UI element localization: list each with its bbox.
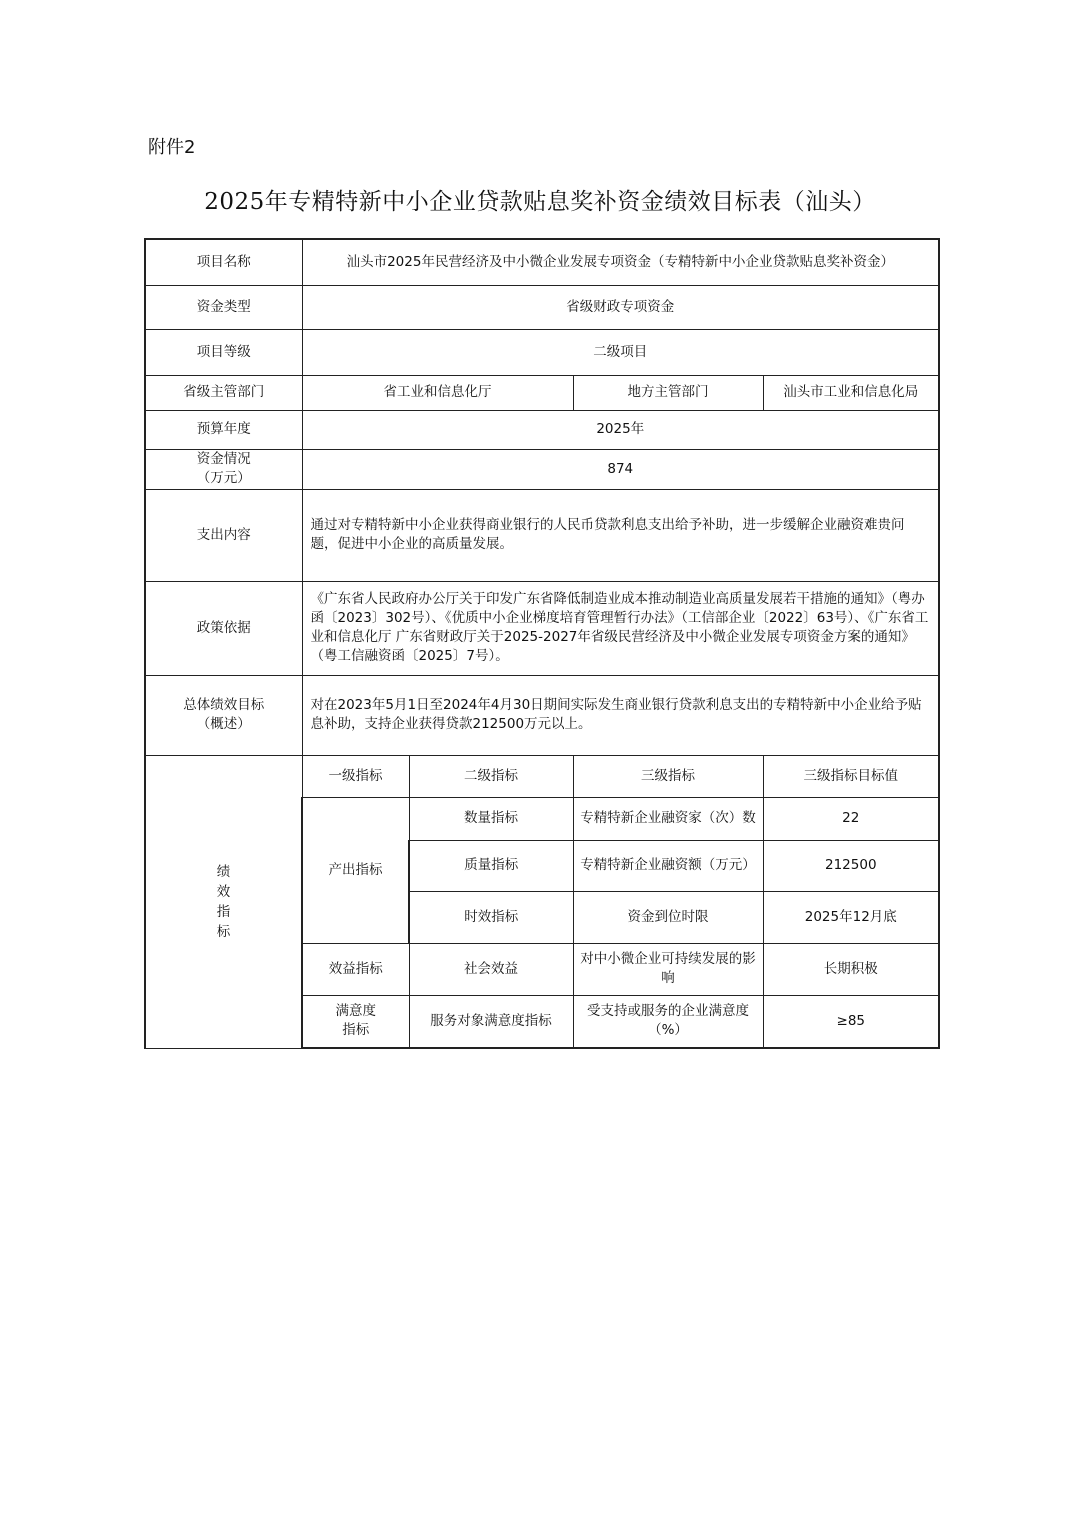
fund-amount-label [145, 449, 302, 489]
satisfaction-label-line1: 满意度 [335, 1003, 376, 1020]
indicator-target: 212500 [763, 840, 939, 891]
project-name-label: 项目名称 [145, 239, 302, 285]
policy-basis-value: 《广东省人民政府办公厅关于印发广东省降低制造业成本推动制造业高质量发展若干措施的通知》（粤办函〔2023〕302号）、《优质中小企业梯度培育管理暂行办法》（工信部企业〔2022〕63号）、《广东省工业和信息化厅 广东省财政厅关于2025-2027年省级民营经济及中小微企业发展专项资金方案的通知》（粤工信融资函〔2025〕7号）。 [302, 581, 939, 675]
provincial-dept-value: 省工业和信息化厅 [302, 375, 573, 410]
section-char: 绩 [216, 863, 231, 880]
indicator-target: ≥85 [763, 995, 939, 1048]
fund-amount-label-line1: 资金情况 [196, 451, 251, 467]
indicator-level2: 服务对象满意度指标 [409, 995, 573, 1048]
overall-goal-label-line1: 总体绩效目标 [183, 697, 265, 713]
local-dept-value: 汕头市工业和信息化局 [763, 375, 939, 410]
output-indicator-label: 产出指标 [302, 797, 409, 943]
satisfaction-indicator-label [302, 995, 409, 1048]
row-project-level [145, 329, 939, 375]
expenditure-value: 通过对专精特新中小企业获得商业银行的人民币贷款利息支出给予补助，进一步缓解企业融资难贵问题，促进中小企业的高质量发展。 [302, 489, 939, 581]
fund-type-value: 省级财政专项资金 [302, 285, 939, 329]
indicator-level2: 时效指标 [409, 891, 573, 943]
project-name-value: 汕头市2025年民营经济及中小微企业发展专项资金（专精特新中小企业贷款贴息奖补资金） [302, 239, 939, 285]
section-char: 效 [216, 883, 231, 900]
indicators-section-label [145, 755, 302, 1048]
indicator-header-row [145, 755, 939, 797]
overall-goal-value: 对在2023年5月1日至2024年4月30日期间实际发生商业银行贷款利息支出的专精特新中小企业给予贴息补助，支持企业获得贷款212500万元以上。 [302, 675, 939, 755]
attachment-label: 附件2 [148, 137, 196, 158]
overall-goal-label [145, 675, 302, 755]
indicator-level3: 受支持或服务的企业满意度（%） [573, 995, 763, 1048]
benefit-indicator-label: 效益指标 [302, 943, 409, 995]
indicator-level3: 专精特新企业融资额（万元） [573, 840, 763, 891]
expenditure-label: 支出内容 [145, 489, 302, 581]
indicator-level2: 社会效益 [409, 943, 573, 995]
project-level-value: 二级项目 [302, 329, 939, 375]
header-target: 三级指标目标值 [763, 755, 939, 797]
fund-amount-label-line2: （万元） [196, 470, 251, 486]
row-budget-year [145, 410, 939, 449]
row-policy-basis [145, 581, 939, 675]
indicator-target: 2025年12月底 [763, 891, 939, 943]
indicator-target: 22 [763, 797, 939, 840]
provincial-dept-label: 省级主管部门 [145, 375, 302, 410]
fund-amount-value: 874 [302, 449, 939, 489]
page-title: 2025年专精特新中小企业贷款贴息奖补资金绩效目标表（汕头） [204, 189, 876, 215]
row-fund-amount [145, 449, 939, 489]
budget-year-label: 预算年度 [145, 410, 302, 449]
indicator-target: 长期积极 [763, 943, 939, 995]
section-char: 标 [216, 923, 231, 940]
header-level3: 三级指标 [573, 755, 763, 797]
row-overall-goal [145, 675, 939, 755]
project-level-label: 项目等级 [145, 329, 302, 375]
overall-goal-label-line2: （概述） [196, 716, 251, 732]
indicator-level2: 质量指标 [409, 840, 573, 891]
indicator-level3: 专精特新企业融资家（次）数 [573, 797, 763, 840]
indicator-level3: 资金到位时限 [573, 891, 763, 943]
policy-basis-label: 政策依据 [145, 581, 302, 675]
header-level2: 二级指标 [409, 755, 573, 797]
satisfaction-label-line2: 指标 [342, 1022, 370, 1039]
header-level1: 一级指标 [302, 755, 409, 797]
local-dept-label: 地方主管部门 [573, 375, 763, 410]
indicator-level3: 对中小微企业可持续发展的影响 [573, 943, 763, 995]
budget-year-value: 2025年 [302, 410, 939, 449]
fund-type-label: 资金类型 [145, 285, 302, 329]
row-fund-type [145, 285, 939, 329]
row-departments [145, 375, 939, 410]
section-char: 指 [216, 903, 231, 920]
row-expenditure [145, 489, 939, 581]
performance-target-table [144, 238, 940, 1049]
row-project-name [145, 239, 939, 285]
indicator-level2: 数量指标 [409, 797, 573, 840]
